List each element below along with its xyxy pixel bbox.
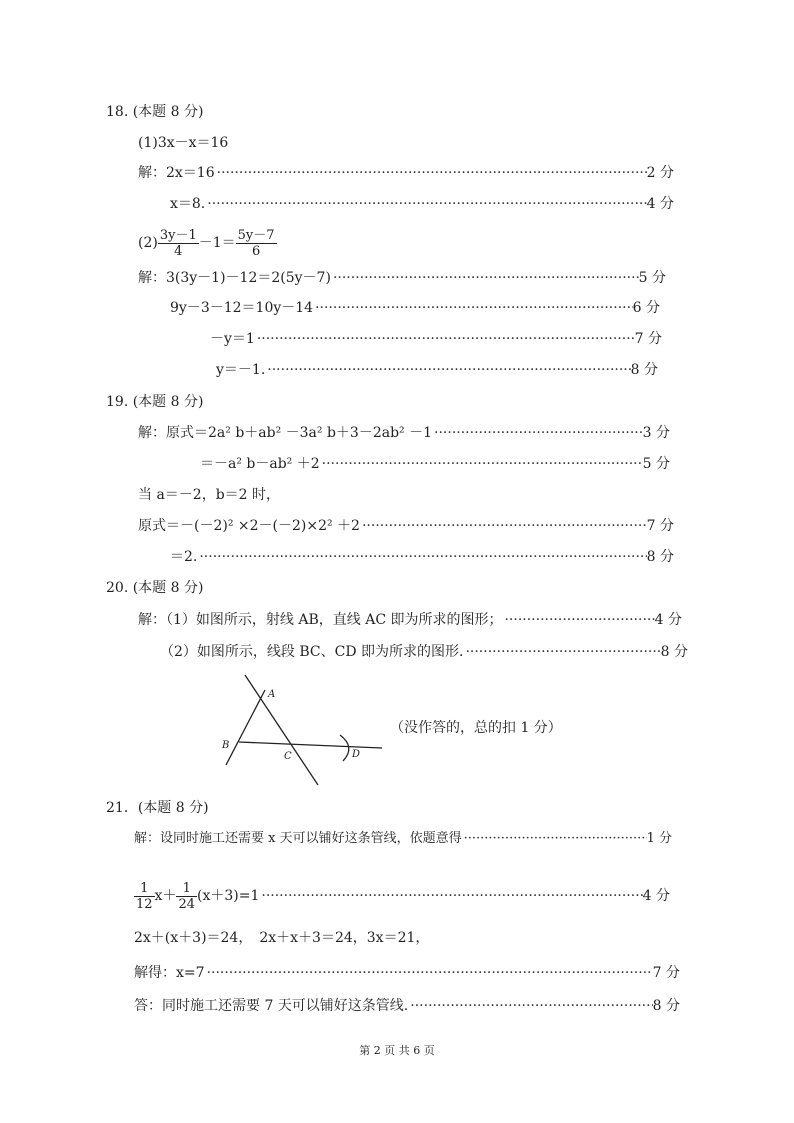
leader-dots: [432, 423, 643, 443]
score-points: 7 分: [634, 331, 662, 347]
step-text: －y＝1: [210, 331, 255, 347]
score-points: 8 分: [660, 644, 688, 660]
step-text: 解：2x＝16: [138, 165, 215, 181]
line-ac: [245, 675, 318, 785]
score-points: 1 分: [646, 831, 672, 846]
geometry-figure: [210, 665, 395, 795]
score-points: 5 分: [638, 270, 666, 286]
page-footer: 第 2 页 共 6 页: [359, 1044, 435, 1057]
q18-header: 18. (本题 8 分): [106, 104, 204, 120]
q19-step2: [200, 454, 670, 474]
numerator: 1: [176, 881, 197, 897]
score-points: 8 分: [652, 998, 680, 1014]
denominator: 12: [136, 896, 153, 912]
leader-dots: [331, 268, 639, 288]
q19-condition: 当 a＝－2，b＝2 时，: [138, 487, 281, 503]
equation-tail: (x＋3)=1: [197, 888, 260, 904]
step-text: 解：3(3y－1)－12＝2(5y－7): [138, 270, 331, 286]
step-text: （2）如图所示，线段 BC、CD 即为所求的图形.: [160, 644, 464, 660]
numerator: 3y－1: [159, 227, 197, 243]
step-text: 原式＝－(－2)² ×2－(－2)×2² ＋2: [138, 518, 360, 534]
q19-header: 19. (本题 8 分): [106, 394, 204, 410]
score-points: 7 分: [652, 965, 680, 981]
leader-dots: [408, 996, 652, 1016]
step-text: 解得：x=7: [134, 965, 205, 981]
numerator: 5y－7: [237, 227, 275, 243]
q18-part2-equation: [138, 223, 277, 263]
score-points: 6 分: [632, 300, 660, 316]
leader-dots: [502, 610, 654, 630]
leader-dots: [265, 360, 630, 380]
ray-ab: [226, 690, 265, 765]
denominator: 24: [178, 896, 195, 912]
leader-dots: [255, 329, 635, 349]
q20-note: （没作答的，总的扣 1 分）: [390, 720, 562, 736]
score-points: 5 分: [642, 456, 670, 472]
step-text: y＝－1.: [216, 362, 266, 378]
q18-part2-step1: [138, 268, 666, 288]
q18-part2-step3: [210, 329, 662, 349]
step-text: 解：设同时施工还需要 x 天可以铺好这条管线，依题意得: [134, 831, 462, 846]
numerator: 1: [134, 881, 155, 897]
equation: [134, 876, 259, 916]
leader-dots: [215, 163, 647, 183]
score-points: 4 分: [654, 612, 682, 628]
leader-dots: [320, 454, 643, 474]
q19-step1: [138, 423, 670, 443]
step-text: ＝－a² b－ab² ＋2: [200, 456, 320, 472]
fraction: [134, 881, 155, 912]
leader-dots: [360, 516, 647, 536]
equation-middle: x＋: [154, 888, 177, 904]
leader-dots: [462, 829, 647, 849]
q21-step1: [134, 829, 672, 849]
q21-header: 21．(本题 8 分): [106, 800, 209, 816]
step-text: ＝2.: [170, 549, 198, 565]
score-points: 8 分: [630, 362, 658, 378]
q18-part1-equation: (1)3x－x＝16: [138, 135, 229, 151]
q18-part2-step2: [170, 298, 660, 318]
leader-dots: [259, 876, 642, 916]
denominator: 6: [251, 243, 261, 259]
step-text: 解：（1）如图所示，射线 AB，直线 AC 即为所求的图形；: [138, 612, 503, 628]
score-points: 4 分: [642, 888, 670, 904]
fraction: [236, 228, 277, 259]
q19-step4: [170, 547, 674, 567]
leader-dots: [313, 298, 633, 318]
step-text: x＝8.: [170, 196, 206, 212]
step-text: 解：原式＝2a² b＋ab² －3a² b＋3－2ab² －1: [138, 425, 433, 441]
q18-part1-step2: [170, 194, 674, 214]
label-b: B: [222, 740, 230, 751]
leader-dots: [205, 194, 646, 214]
score-points: 7 分: [646, 518, 674, 534]
part-label: (2): [138, 235, 158, 251]
construction-arc: [340, 735, 349, 761]
q21-step2: 2x＋(x＋3)＝24， 2x＋x＋3＝24，3x＝21，: [134, 930, 430, 946]
fraction: [158, 228, 199, 259]
score-points: 8 分: [646, 549, 674, 565]
score-points: 2 分: [646, 165, 674, 181]
score-points: 3 分: [642, 425, 670, 441]
leader-dots: [463, 642, 660, 662]
label-c: C: [284, 751, 292, 762]
q21-equation: [134, 876, 670, 916]
q18-part2-step4: [216, 360, 658, 380]
leader-dots: [205, 963, 653, 983]
step-text: 9y－3－12＝10y－14: [170, 300, 314, 316]
q21-step4: [134, 996, 680, 1016]
q21-step3: [134, 963, 680, 983]
score-points: 4 分: [646, 196, 674, 212]
segment-bd: [239, 742, 382, 748]
q20-step2: [160, 642, 688, 662]
q18-part1-step1: [138, 163, 674, 183]
q19-step3: [138, 516, 674, 536]
q20-step1: [138, 610, 682, 630]
fraction: [176, 881, 197, 912]
denominator: 4: [174, 243, 183, 259]
label-a: A: [268, 689, 276, 700]
leader-dots: [197, 547, 646, 567]
equation-middle: －1＝: [198, 235, 236, 251]
step-text: 答：同时施工还需要 7 天可以铺好这条管线.: [134, 998, 409, 1014]
q20-header: 20. (本题 8 分): [106, 580, 204, 596]
label-d: D: [352, 749, 361, 760]
